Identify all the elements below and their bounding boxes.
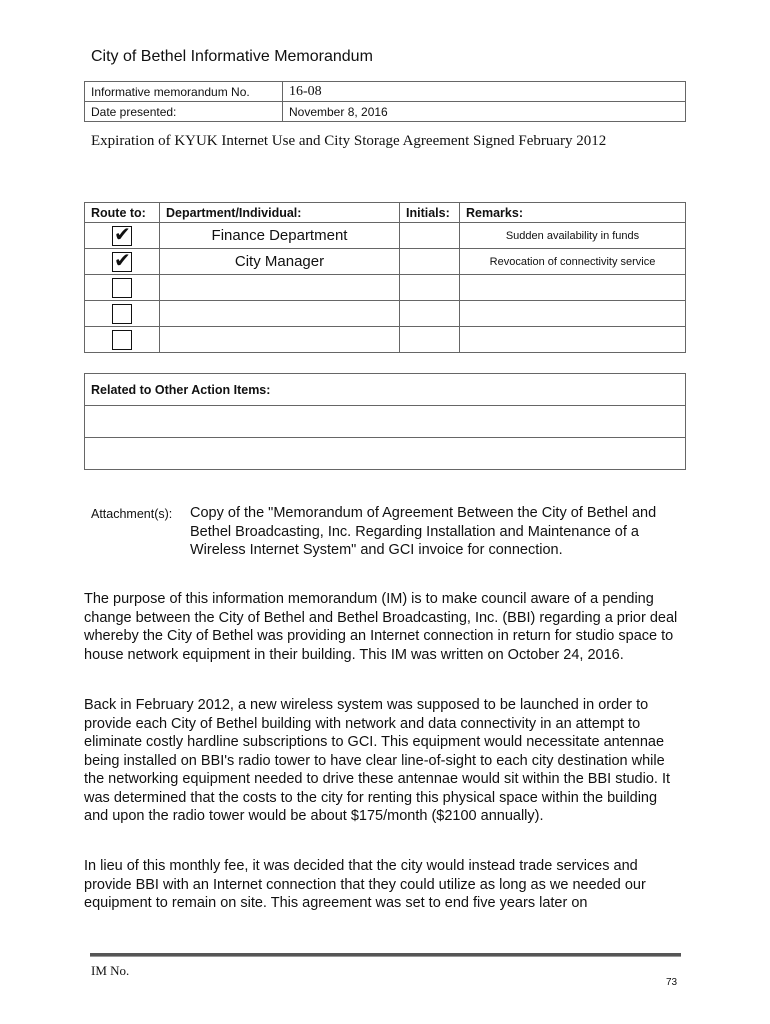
remarks-cell: Sudden availability in funds [460,223,686,249]
department-header: Department/Individual: [160,203,400,223]
memo-number-label: Informative memorandum No. [85,82,283,102]
attachments-text: Copy of the "Memorandum of Agreement Between the City of Bethel and Bethel Broadcasting, Inc. Regarding Installation and Maintenance of a Wireless Internet System" and GCI invoice for connection. [190,505,657,558]
remarks-cell [460,301,686,327]
page-number: 73 [666,977,678,988]
memo-number-row [85,82,686,102]
route-checkbox-cell [85,327,160,353]
routing-row [85,327,686,353]
routing-row [85,249,686,275]
routing-row [85,301,686,327]
remarks-header: Remarks: [460,203,686,223]
route-checkbox[interactable] [112,247,132,272]
route-checkbox[interactable] [112,221,132,246]
initials-cell [400,249,460,275]
date-presented-value: November 8, 2016 [283,102,686,122]
document-title: City of Bethel Informative Memorandum [91,48,373,65]
routing-table [84,202,686,353]
department-cell [160,301,400,327]
attachments-label: Attachment(s): [91,507,173,521]
checkmark-icon: ✔ [114,221,131,246]
department-cell: Finance Department [160,223,400,249]
related-items-heading: Related to Other Action Items: [85,374,686,406]
related-items-row [85,438,686,470]
remarks-cell [460,275,686,301]
date-presented-row [85,102,686,122]
routing-row [85,275,686,301]
routing-header-row [85,203,686,223]
footer-im-number: IM No. [91,963,130,978]
route-to-header: Route to: [85,203,160,223]
initials-cell [400,327,460,353]
route-checkbox-cell [85,223,160,249]
body-paragraph-purpose: The purpose of this information memorandum (IM) is to make council aware of a pending change between the City of Bethel and Bethel Broadcasting, Inc. (BBI) regarding a prior deal whereby the City of Bethel was providing an Internet connection in return for studio space to house network equipment in their building. This IM was written on October 24, 2016. [84,591,678,663]
initials-cell [400,275,460,301]
route-checkbox[interactable] [112,304,132,324]
initials-header: Initials: [400,203,460,223]
department-cell: City Manager [160,249,400,275]
route-checkbox-cell [85,301,160,327]
footer-divider [90,953,681,956]
memo-info-table [84,81,686,122]
route-checkbox[interactable] [112,330,132,350]
department-cell [160,275,400,301]
body-paragraph-background: Back in February 2012, a new wireless system was supposed to be launched in order to provide each City of Bethel building with network and data connectivity in an attempt to eliminate costly hardline subscriptions to GCI. This equipment would necessitate antennae being installed on BBI's radio tower to have clear line-of-sight to each city destination while the networking equipment needed to drive these antennae would sit within the BBI studio. It was determined that the costs to the city for renting this physical space within the building and upon the radio tower would be about $175/month ($2100 annually). [84,697,671,824]
remarks-cell: Revocation of connectivity service [460,249,686,275]
memo-subject: Expiration of KYUK Internet Use and City Storage Agreement Signed February 2012 [91,133,607,149]
route-checkbox-cell [85,249,160,275]
related-items-row [85,406,686,438]
department-cell [160,327,400,353]
routing-row [85,223,686,249]
related-items-table [84,373,686,470]
initials-cell [400,301,460,327]
body-paragraph-agreement: In lieu of this monthly fee, it was decided that the city would instead trade services and provide BBI with an Internet connection that they could utilize as long as we needed our equipment to remain on site. This agreement was set to end five years later on [84,858,646,911]
initials-cell [400,223,460,249]
remarks-cell [460,327,686,353]
memo-number-value: 16-08 [283,82,686,102]
route-checkbox[interactable] [112,278,132,298]
checkmark-icon: ✔ [114,247,131,272]
date-presented-label: Date presented: [85,102,283,122]
route-checkbox-cell [85,275,160,301]
